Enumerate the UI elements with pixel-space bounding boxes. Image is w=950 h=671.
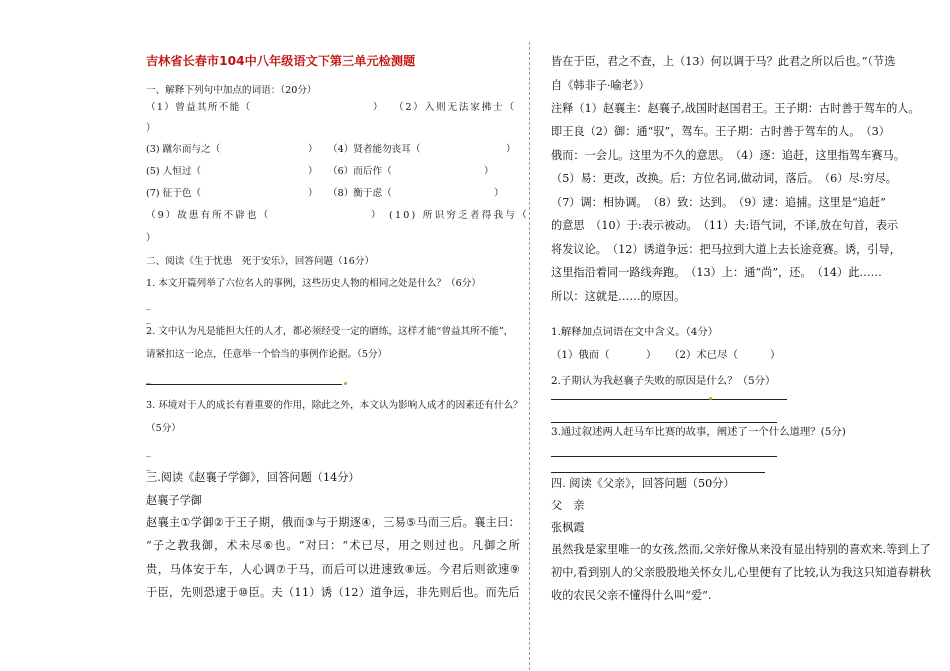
mark-dot: [342, 378, 347, 390]
answer-line: [551, 456, 777, 457]
passage-line: 于 臣 ， 先 则 恐 逮 于 ⑩ 臣 。 夫 （ 1 1 ） 诱 （ 1 2 ） 道 争 远 ， 非 先 则 后 也 。 而 先 后: [146, 586, 520, 599]
story-title: 父 亲: [551, 499, 585, 512]
answer-dash: _: [146, 446, 151, 457]
page-title: 吉林省长春市104中八年级语文下第三单元检测题: [146, 54, 416, 68]
section4-heading: 四. 阅读《父亲》，回答问题（50分）: [551, 477, 735, 490]
passage-line: 赵 襄 主 ① 学 御 ② 于 王 子 期 ， 俄 而 ③ 与 于 期 逐 ④ ， 三 易 ⑤ 马 而 三 后 。 襄 主 曰 ：: [146, 516, 520, 529]
note-line: 即王良（2）御：通“驭”，驾车。王子期：古时善于驾车的人。 （3）: [551, 125, 890, 138]
note-line: 这里指沿着同一路线奔跑。 （13）上：通“尚”，还。 （14）此……: [551, 266, 882, 279]
answer-line: [551, 422, 777, 423]
section3-q2: 2.子期认为我赵襄子失败的原因是什么？（5分）: [551, 375, 776, 387]
story-line: 收的农民父亲不懂得什么叫“爱”.: [551, 589, 712, 602]
passage-line: 自《韩非子·喻老》）: [551, 79, 650, 92]
answer-line: [146, 384, 342, 385]
passage-line: “ 子 之 教 我 御 ， 术 未 尽 ⑥ 也 。 ” 对 曰 ： “ 术 已 尽 ， 用 之 则 过 也 。 凡 御 之 所: [146, 539, 520, 552]
passage-line: 皆在于臣，君之不查，上（13）何以调于马？此君之所以后也。”（节选: [551, 55, 896, 68]
note-line: 俄而：一会儿。这里为不久的意思。 （4）逐：追赶，这里指驾车赛马。: [551, 149, 905, 162]
section1-heading: 一、解释下列句中加点的词语：（20分）: [146, 85, 317, 96]
mark-dot: [707, 393, 712, 405]
note-line: 注释（1）赵襄主：赵襄子,战国时赵国君王。王子期：古时善于驾车的人。: [551, 102, 920, 115]
section2-q3-line2: （5分）: [146, 423, 181, 434]
passage-title: 赵襄子学御: [146, 494, 202, 507]
answer-line: [551, 399, 787, 400]
answer-line: [551, 472, 765, 473]
section3-q1-items: （1）俄而（ ） （2）术已尽（ ）: [551, 349, 781, 361]
vocab-row-2: (3) 蹴尔而与之（ ） （4）贤者能勿丧耳（ ）: [146, 144, 516, 155]
section2-heading: 二、阅读《生于忧患 死于安乐》，回答问题（16分）: [146, 256, 375, 267]
note-line: 将发议论。 （12）诱道争远：把马拉到大道上去长途竞赛。诱，引导，: [551, 243, 901, 256]
section3-q3: 3.通过叙述两人赶马车比赛的故事，阐述了一个什么道理？(5分): [551, 426, 846, 438]
answer-dash: _: [146, 313, 151, 324]
section3-heading: 三.阅读《赵襄子学御》，回答问题（14分）: [146, 471, 360, 484]
answer-dash: _: [146, 460, 151, 471]
vocab-row-5: （9）故患有所不辟也（ ） (10) 所识穷乏者得我与（: [146, 210, 529, 221]
note-line: （7）调：相协调。 （8）致：达到。 （9）逮：追捕。这里是“追赶”: [551, 196, 886, 209]
note-line: 所以：这就是……的原因。: [551, 290, 686, 303]
section2-q1: 1. 本文开篇列举了六位名人的事例，这些历史人物的相同之处是什么？（6分）: [146, 278, 481, 289]
section3-q1: 1.解释加点词语在文中含义。（4分）: [551, 326, 719, 338]
note-line: 的意思 （10）于:表示被动。 （11）夫:语气词，不译,放在句首，表示: [551, 219, 899, 232]
answer-dash: _: [146, 373, 151, 384]
passage-line: 贵 ， 马 体 安 于 车 ， 人 心 调 ⑦ 于 马 ， 而 后 可 以 进 速 致 ⑧ 远 。 今 君 后 则 欲 速 ⑨: [146, 563, 520, 576]
column-divider: [529, 42, 531, 670]
story-line: 虽然我是家里唯一的女孩,然而,父亲好像从来没有显出特别的喜欢来.等到上了: [551, 543, 931, 556]
story-author: 张枫霞: [551, 521, 585, 534]
vocab-row-3: (5) 人恒过（ ） （6）而后作（ ）: [146, 166, 494, 177]
story-line: 初中,看到别人的父亲股股地关怀女儿,心里便有了比较,认为我这只知道春耕秋: [551, 566, 931, 579]
section2-q2-line1: 2. 文中认为凡是能担大任的人才，都必须经受一定的磨练，这样才能“曾益其所不能”，: [146, 326, 514, 337]
vocab-row-4: (7) 征于色（ ） （8）衡于虑（ ）: [146, 188, 504, 199]
section2-q2-line2: 请紧扣这一论点，任意举一个恰当的事例作论据。（5分）: [146, 349, 388, 360]
note-line: （5）易：更改，改换。后：方位名词,做动词，落后。 （6）尽:穷尽。: [551, 172, 897, 185]
answer-dash: _: [146, 299, 151, 310]
vocab-row-1: （1）曾益其所不能（ ） （2）入则无法家拂士（: [146, 102, 516, 113]
vocab-row-1-close: ）: [146, 123, 156, 134]
vocab-row-5-close: ）: [146, 233, 156, 244]
section2-q3-line1: 3. 环境对于人的成长有着重要的作用，除此之外，本文认为影响人成才的因素还有什么？: [146, 400, 523, 411]
